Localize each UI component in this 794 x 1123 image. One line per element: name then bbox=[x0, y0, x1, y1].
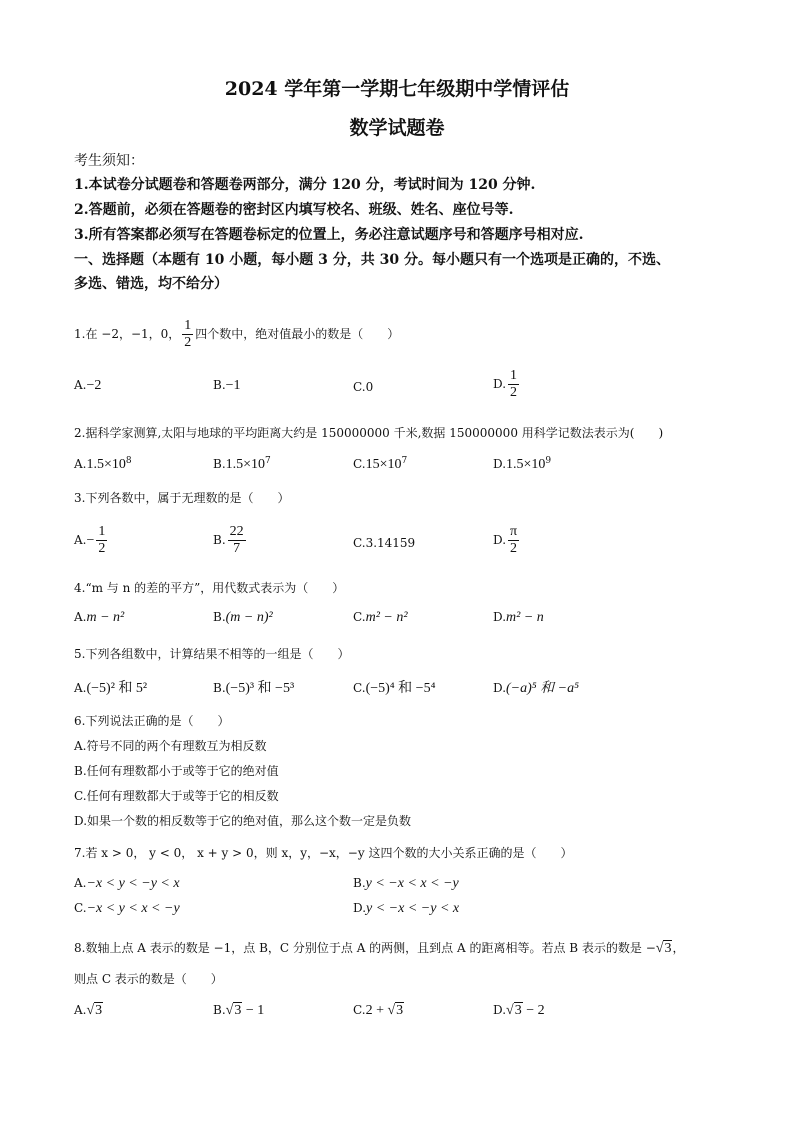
q4-option-b: B.(m − n)² bbox=[213, 610, 273, 625]
question-8-line2: 则点 C 表示的数是（ ） bbox=[74, 972, 223, 986]
q1-fraction: $\frac{1}{2}$ bbox=[184, 318, 192, 350]
q1-suffix: 四个数中，绝对值最小的数是（ ） bbox=[195, 327, 400, 341]
section-heading-line2: 多选、错选，均不给分） bbox=[74, 276, 228, 292]
q6-option-a: A.符号不同的两个有理数互为相反数 bbox=[74, 739, 267, 753]
q1-option-c: C.0 bbox=[353, 380, 374, 394]
q8-option-a: A.√3 bbox=[74, 1003, 103, 1018]
q6-option-c: C.任何有理数都大于或等于它的相反数 bbox=[74, 789, 279, 803]
notice-item-3: 3.所有答案都必须写在答题卷标定的位置上，务必注意试题序号和答题序号相对应. bbox=[74, 227, 584, 243]
q2-option-c: $C.15\times 10^7$ bbox=[353, 456, 408, 472]
q8-option-c: C.2 + √3 bbox=[353, 1003, 404, 1018]
q6-option-d: D.如果一个数的相反数等于它的绝对值，那么这个数一定是负数 bbox=[74, 814, 412, 828]
q1-option-d: D. $\frac{1}{2}$ bbox=[493, 368, 518, 400]
q4-option-d: D.m² − n bbox=[493, 610, 544, 625]
question-8-line1: 8.数轴上点 A 表示的数是 −1，点 B，C 分别位于点 A 的两侧，且到点 A 的距离相等。若点 B 表示的数是 −√3， bbox=[74, 941, 685, 956]
q8-option-d: D.√3 − 2 bbox=[493, 1003, 545, 1018]
q7-option-d: D.y < −x < −y < x bbox=[353, 901, 460, 916]
q3-option-a: A.− $\frac{1}{2}$ bbox=[74, 524, 106, 556]
question-4: 4.“m 与 n 的差的平方”，用代数式表示为（ ） bbox=[74, 581, 345, 595]
q7-option-c: C.−x < y < x < −y bbox=[74, 901, 180, 916]
q2-option-a: $A.1.5\times 10^8$ bbox=[74, 456, 132, 472]
q5-option-c: C.(−5)⁴ 和 −5⁴ bbox=[353, 681, 436, 696]
section-heading-line1: 一、选择题（本题有 10 小题，每小题 3 分，共 30 分。每小题只有一个选项是正确的，不选、 bbox=[74, 252, 670, 268]
question-2: 2.据科学家测算,太阳与地球的平均距离大约是 150000000 千米,数据 150000000 用科学记数法表示为( ) bbox=[74, 426, 664, 440]
question-1 bbox=[74, 318, 399, 351]
q3-option-b: B. $\frac{22}{7}$ bbox=[213, 524, 244, 556]
q6-option-b: B.任何有理数都小于或等于它的绝对值 bbox=[74, 764, 279, 778]
q5-option-d: D.(−a)⁵ 和 −a⁵ bbox=[493, 681, 579, 696]
q2-option-d: $D.1.5\times 10^9$ bbox=[493, 456, 552, 472]
question-7: 7.若 x > 0， y < 0， x + y > 0，则 x，y，−x，−y 这四个数的大小关系正确的是（ ） bbox=[74, 846, 573, 860]
q7-option-b: B.y < −x < x < −y bbox=[353, 876, 459, 891]
q2-option-b: $B.1.5\times 10^7$ bbox=[213, 456, 271, 472]
q4-option-a: A.m − n² bbox=[74, 610, 125, 625]
question-5: 5.下列各组数中，计算结果不相等的一组是（ ） bbox=[74, 647, 350, 661]
q5-option-a: A.(−5)² 和 5² bbox=[74, 681, 148, 696]
q1-prefix: 1.在 −2，−1，0， bbox=[74, 327, 181, 341]
notice-heading: 考生须知： bbox=[74, 153, 144, 169]
q4-option-c: C.m² − n² bbox=[353, 610, 408, 625]
q8-option-b: B.√3 − 1 bbox=[213, 1003, 265, 1018]
q7-option-a: A.−x < y < −y < x bbox=[74, 876, 180, 891]
exam-title: 2024 学年第一学期七年级期中学情评估 bbox=[224, 78, 570, 100]
question-6: 6.下列说法正确的是（ ） bbox=[74, 714, 230, 728]
q3-option-d: D. $\frac{\pi}{2}$ bbox=[493, 524, 518, 556]
q1-option-b: B.−1 bbox=[213, 378, 241, 393]
notice-item-2: 2.答题前，必须在答题卷的密封区内填写校名、班级、姓名、座位号等. bbox=[74, 202, 514, 218]
question-3: 3.下列各数中，属于无理数的是（ ） bbox=[74, 491, 290, 505]
q3-option-c: C.3.14159 bbox=[353, 536, 416, 550]
q5-option-b: B.(−5)³ 和 −5³ bbox=[213, 681, 295, 696]
notice-item-1: 1.本试卷分试题卷和答题卷两部分，满分 120 分，考试时间为 120 分钟. bbox=[74, 177, 536, 193]
q1-option-a: A.−2 bbox=[74, 378, 102, 393]
exam-subtitle: 数学试题卷 bbox=[349, 117, 445, 139]
